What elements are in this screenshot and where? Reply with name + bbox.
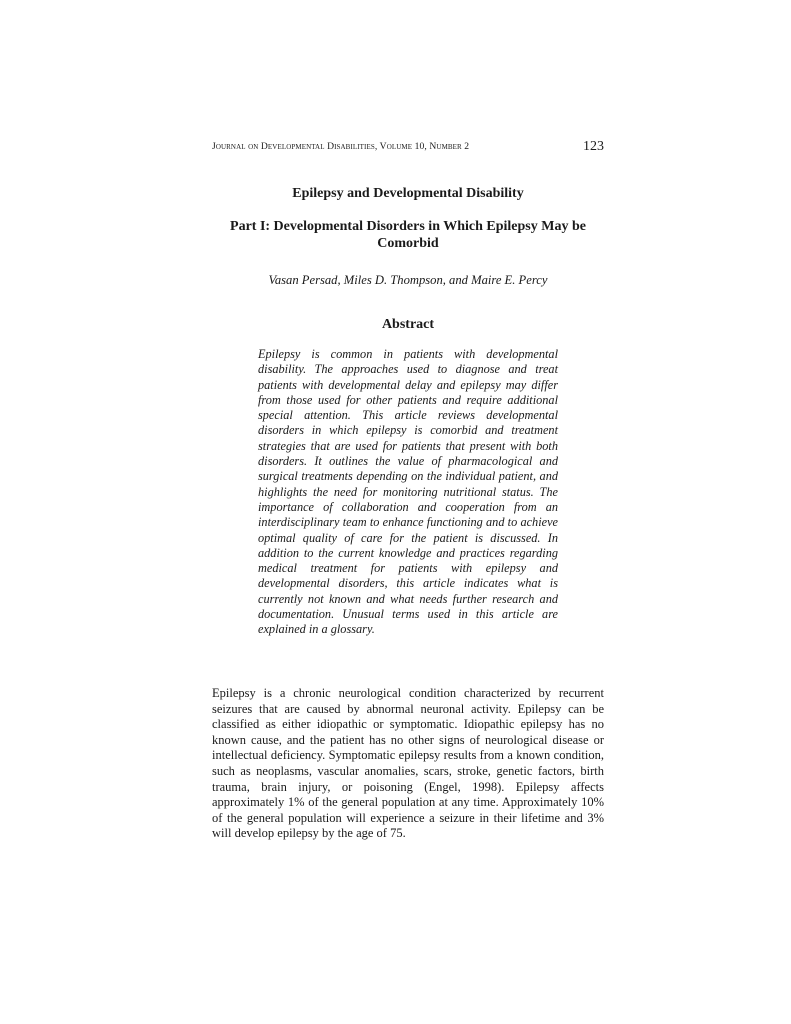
body-paragraph: Epilepsy is a chronic neurological condition characterized by recurrent seizures that are caused by abnormal neuronal activity. Epilepsy can be classified as either idiopathic or symptomatic. Idiopathic epilepsy has no known cause, and the patient has no other signs of neurological disease or intellectual deficiency. Symptomatic epilepsy results from a known condition, such as neoplasms, vascular anomalies, scars, stroke, genetic factors, birth trauma, brain injury, or poisoning (Engel, 1998). Epilepsy affects approximately 1% of the general population at any time. Approximately 10% of the general population will experience a seizure in their lifetime and 3% will develop epilepsy by the age of 75.	[212, 686, 604, 841]
abstract-heading: Abstract	[381, 317, 435, 332]
abstract-text: Epilepsy is common in patients with developmental disability. The approaches used to diagnose and treat patients with developmental delay and epilepsy may differ from those used for other patients and require additional special attention. This article reviews developmental disorders in which epilepsy is comorbid and treatment strategies that are used for patients that present with both disorders. It outlines the value of pharmacological and surgical treatments depending on the individual patient, and highlights the need for monitoring nutritional status. The importance of collaboration and cooperation from an interdisciplinary team to enhance functioning and to achieve optimal quality of care for the patient is discussed. In addition to the current knowledge and practices regarding medical treatment for patients with epilepsy and developmental disorders, this article indicates what is currently not known and what needs further research and documentation. Unusual terms used in this article are explained in a glossary.	[258, 347, 558, 637]
article-subtitle: Part I: Developmental Disorders in Which Epilepsy May be Comorbid	[230, 219, 586, 251]
running-head	[212, 139, 604, 155]
journal-name: Journal on Developmental Disabilities, Volume 10, Number 2	[212, 141, 470, 152]
author-list: Vasan Persad, Miles D. Thompson, and Maire E. Percy	[268, 273, 548, 287]
page-number: 123	[583, 139, 604, 154]
article-title: Epilepsy and Developmental Disability	[292, 186, 524, 201]
